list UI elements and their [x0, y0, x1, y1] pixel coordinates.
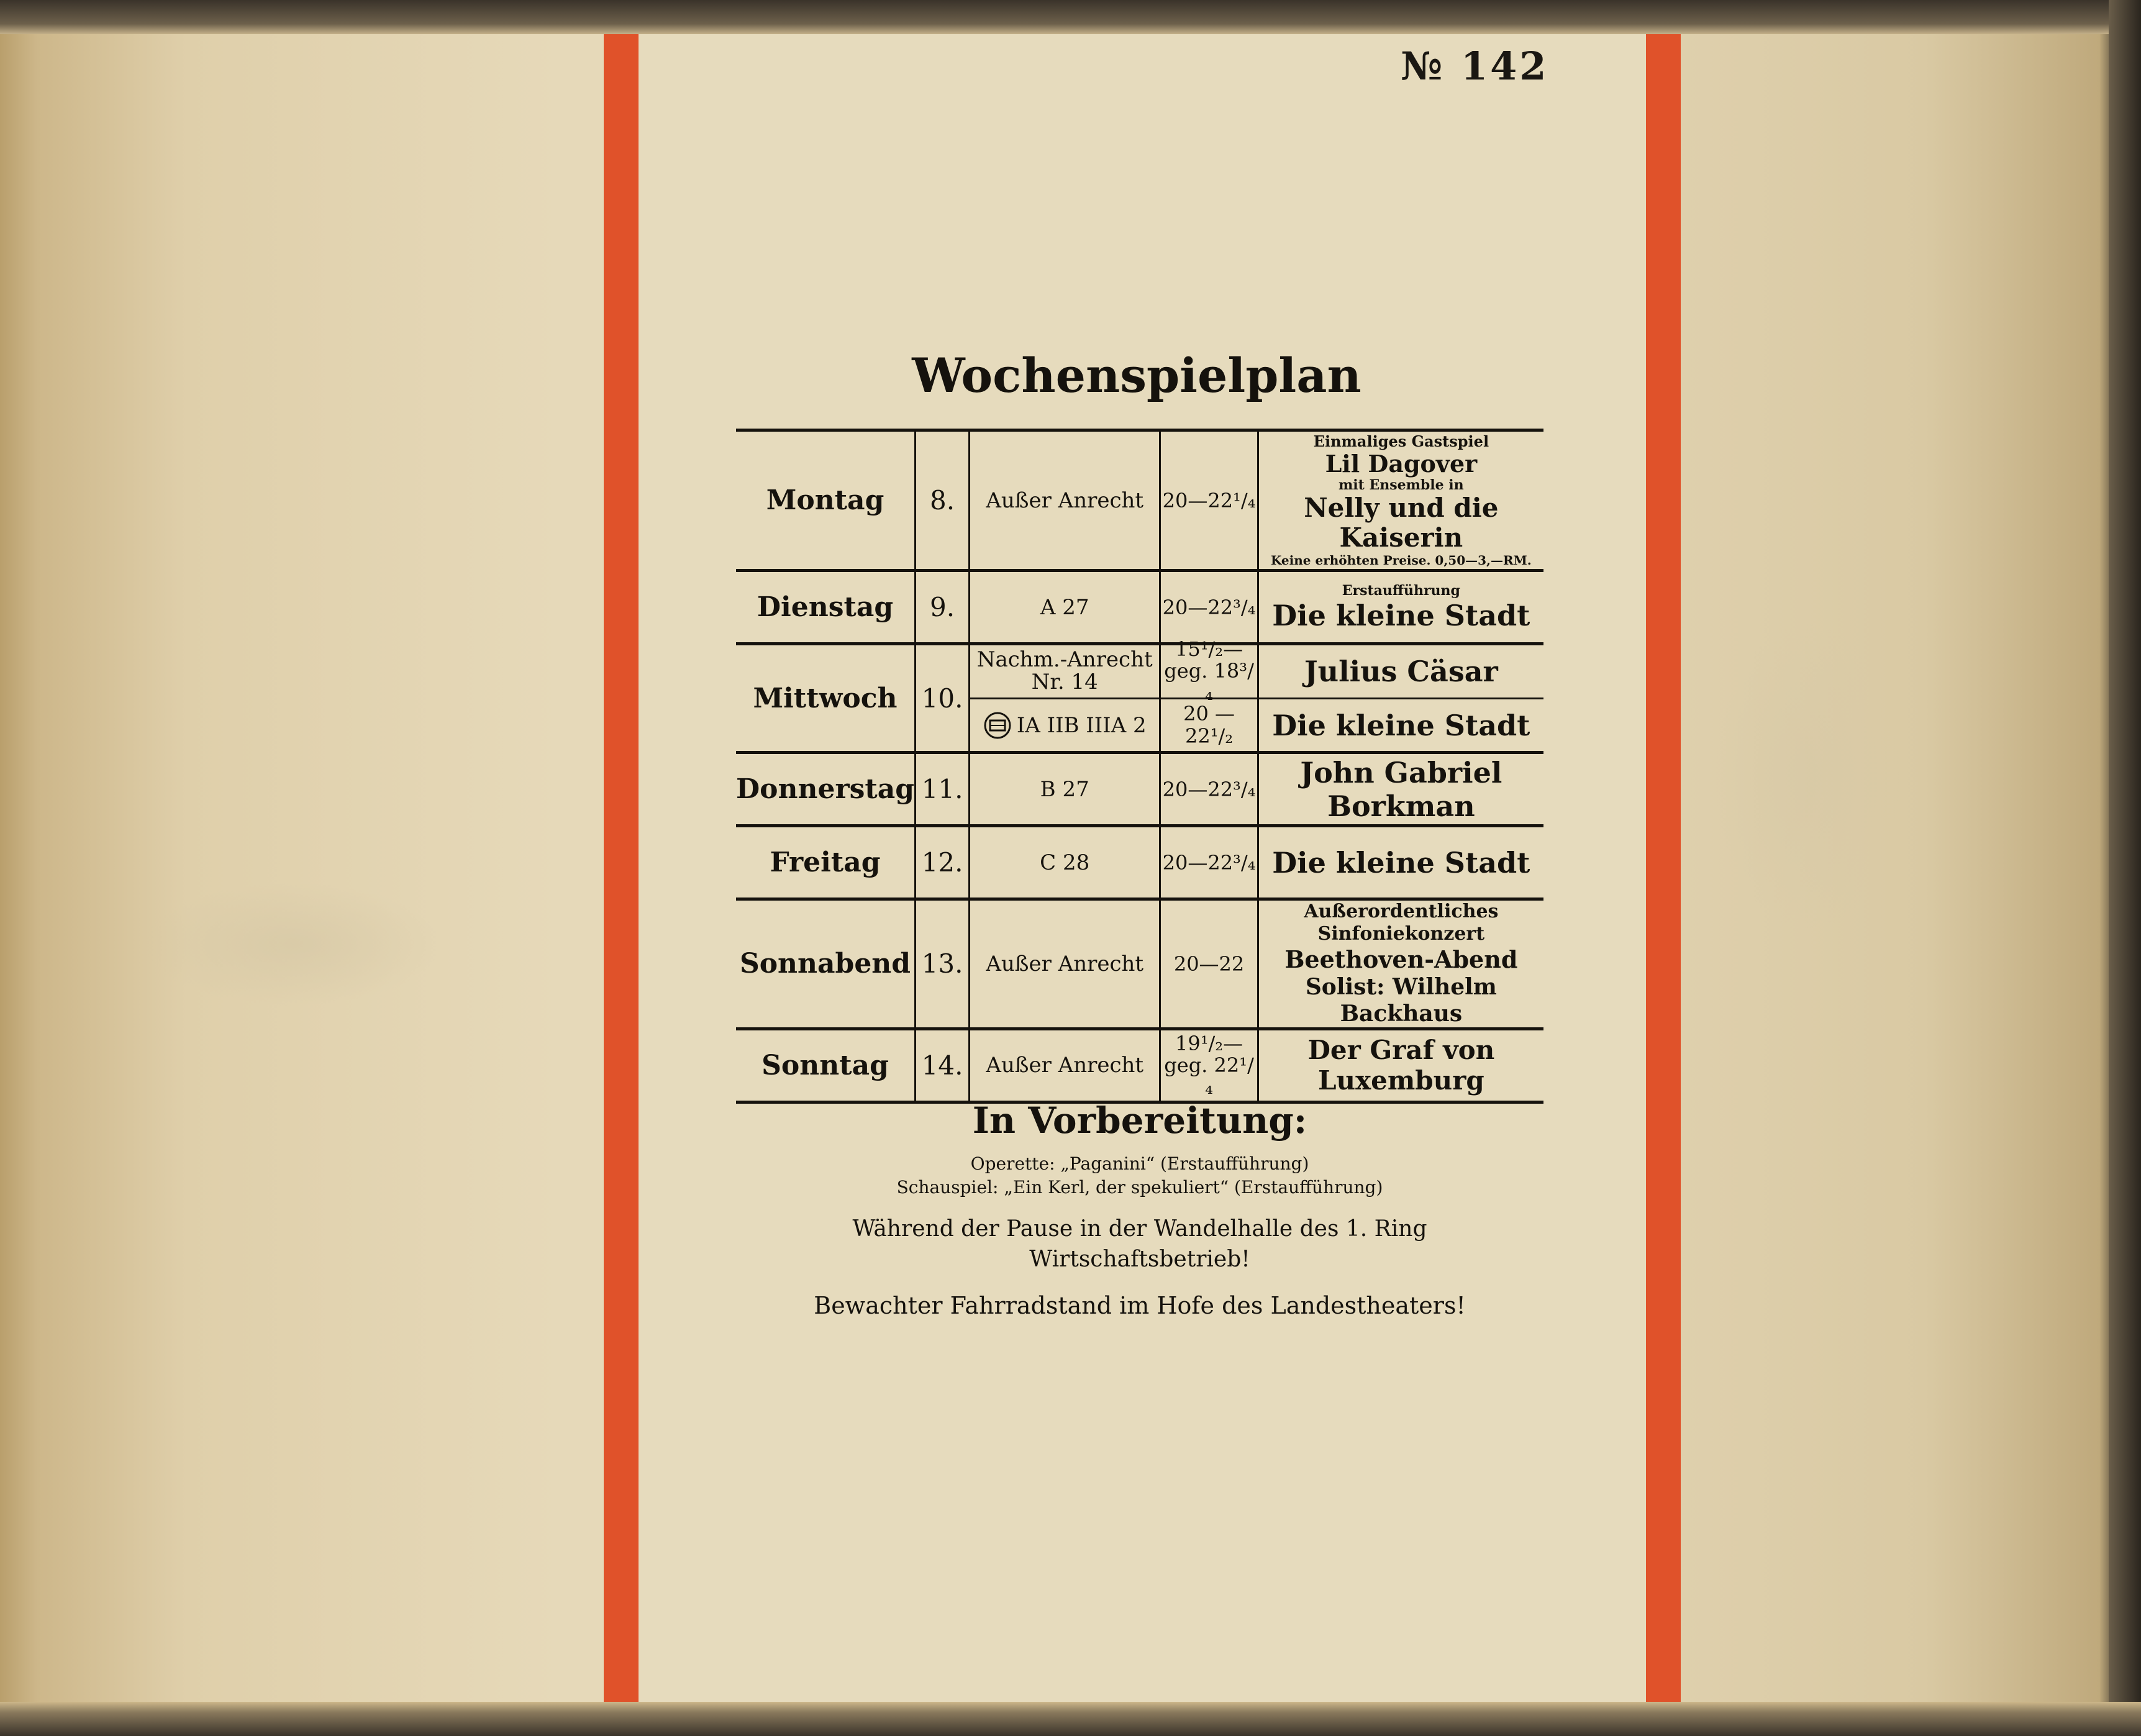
- subscription-line: Nachm.-Anrecht: [976, 647, 1153, 673]
- time-afternoon: [1161, 637, 1257, 705]
- subscription-cell: Außer Anrecht: [970, 430, 1160, 571]
- play-cell: [1258, 430, 1543, 571]
- table-row: [736, 753, 1543, 826]
- date-cell: 9.: [916, 571, 970, 644]
- play-title: Die kleine Stadt: [1272, 598, 1530, 632]
- bleed-through-right: [1714, 621, 1901, 932]
- top-binding-edge: [0, 0, 2141, 34]
- table-row: [736, 1029, 1543, 1102]
- time-cell: 20—22³/₄: [1160, 753, 1258, 826]
- time-line: geg. 18³/₄: [1164, 659, 1254, 705]
- day-cell: Freitag: [736, 826, 916, 899]
- play-cell: Der Graf von Luxemburg: [1258, 1029, 1543, 1102]
- pause-notice-line: Während der Pause in der Wandelhalle des 1. Ring: [852, 1216, 1427, 1242]
- day-cell: Sonntag: [736, 1029, 916, 1102]
- play-cell: [1258, 899, 1543, 1029]
- right-orange-stripe: [1646, 34, 1681, 1705]
- in-preparation-list: [736, 1152, 1543, 1199]
- play-title: Julius Cäsar: [1304, 655, 1498, 688]
- table-row: [736, 826, 1543, 899]
- time-cell: 20—22¹/₄: [1160, 430, 1258, 571]
- time-line: 20 —: [1183, 702, 1235, 726]
- subscription-cell: Außer Anrecht: [970, 899, 1160, 1029]
- time-cell: 20—22³/₄: [1160, 571, 1258, 644]
- play-cell: Die kleine Stadt: [1258, 826, 1543, 899]
- play-note: Erstaufführung: [1342, 582, 1460, 599]
- date-cell: 11.: [916, 753, 970, 826]
- play-title: Nelly und die Kaiserin: [1304, 492, 1499, 553]
- table-row: [736, 899, 1543, 1029]
- table-row: [736, 430, 1543, 571]
- time-evening: [1161, 698, 1257, 751]
- soloist: Solist: Wilhelm Backhaus: [1305, 973, 1497, 1027]
- subscription-line: Nr. 14: [1031, 670, 1098, 694]
- day-cell: Dienstag: [736, 571, 916, 644]
- time-cell: [1160, 1029, 1258, 1102]
- play-note: Außerordentliches: [1304, 901, 1499, 922]
- date-cell: 13.: [916, 899, 970, 1029]
- subscription-cell: A 27: [970, 571, 1160, 644]
- price-note: Keine erhöhten Preise. 0,50—3,—RM.: [1270, 552, 1532, 568]
- time-cell: 20—22³/₄: [1160, 826, 1258, 899]
- table-row: [736, 571, 1543, 644]
- weekly-schedule-table: [736, 429, 1543, 1104]
- page-title: Wochenspielplan: [912, 348, 1361, 403]
- subscription-evening: [970, 698, 1159, 751]
- in-preparation-heading: In Vorbereitung:: [972, 1099, 1307, 1142]
- time-line: 19¹/₂—: [1175, 1031, 1243, 1055]
- date-cell: 12.: [916, 826, 970, 899]
- play-title: Die kleine Stadt: [1259, 698, 1543, 751]
- subscription-line: IA IIB IIIA 2: [1016, 712, 1147, 738]
- date-cell: 10.: [916, 644, 970, 753]
- subscription-cell: [970, 644, 1160, 753]
- day-cell: Mittwoch: [736, 644, 916, 753]
- program-number: № 142: [1401, 43, 1549, 89]
- time-line: 22¹/₂: [1184, 724, 1234, 748]
- day-cell: Montag: [736, 430, 916, 571]
- day-cell: Sonnabend: [736, 899, 916, 1029]
- bottom-binding-edge: [0, 1702, 2141, 1736]
- time-cell: 20—22: [1160, 899, 1258, 1029]
- subscription-cell: Außer Anrecht: [970, 1029, 1160, 1102]
- date-cell: 14.: [916, 1029, 970, 1102]
- pause-notice: [736, 1214, 1543, 1275]
- day-cell: Donnerstag: [736, 753, 916, 826]
- left-orange-stripe: [604, 34, 639, 1705]
- right-binding-edge: [2109, 0, 2141, 1736]
- play-line: Schauspiel: „Ein Kerl, der spekuliert“ (Erstaufführung): [896, 1176, 1383, 1197]
- play-title: Beethoven-Abend: [1284, 945, 1518, 973]
- bleed-through-left: [143, 882, 441, 1006]
- pause-notice-line: Wirtschaftsbetrieb!: [1029, 1246, 1250, 1272]
- ring-emblem-icon: [983, 711, 1012, 740]
- table-row: [736, 644, 1543, 753]
- operetta-line: Operette: „Paganini“ (Erstaufführung): [970, 1153, 1309, 1174]
- subscription-cell: B 27: [970, 753, 1160, 826]
- play-cell: John Gabriel Borkman: [1258, 753, 1543, 826]
- play-cell: [1258, 571, 1543, 644]
- play-note: Einmaliges Gastspiel: [1313, 432, 1489, 451]
- bicycle-notice: Bewachter Fahrradstand im Hofe des Landestheaters!: [814, 1292, 1466, 1319]
- play-note: Sinfoniekonzert: [1317, 923, 1485, 945]
- play-note: mit Ensemble in: [1339, 476, 1464, 493]
- time-line: 15¹/₂—: [1175, 637, 1243, 661]
- guest-name: Lil Dagover: [1325, 450, 1478, 478]
- subscription-cell: C 28: [970, 826, 1160, 899]
- date-cell: 8.: [916, 430, 970, 571]
- time-line: geg. 22¹/₄: [1164, 1053, 1254, 1099]
- subscription-afternoon: [970, 645, 1159, 698]
- play-cell: [1258, 644, 1543, 753]
- time-cell: [1160, 637, 1258, 753]
